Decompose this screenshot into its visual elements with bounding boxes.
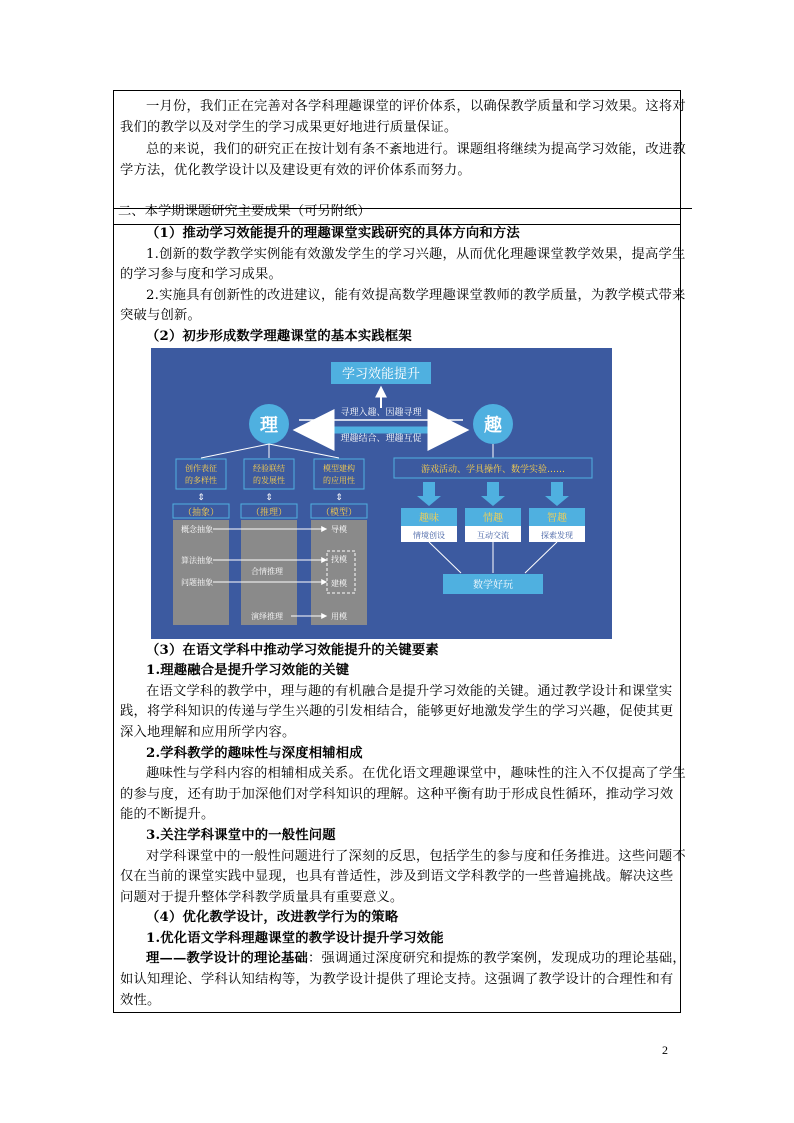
tag-a: （抽象） [182, 508, 220, 518]
g1-label: 概念抽象 [181, 525, 213, 534]
section-title: 二、本学期课题研究主要成果（可另附纸） [118, 204, 371, 219]
branch-line [269, 444, 339, 458]
heading: （1）推动学习效能提升的理趣课堂实践研究的具体方向和方法 [146, 226, 520, 241]
g3-label: 问题抽象 [181, 578, 213, 587]
bottom-label: 数学好玩 [473, 580, 513, 591]
grey-col-a [173, 520, 229, 625]
paragraph [120, 949, 686, 1011]
down-arrow-icon [481, 482, 505, 506]
m3-label: 建模 [331, 579, 347, 588]
activities-label: 游戏活动、学具操作、数学实验…… [420, 465, 566, 475]
down-arrow-icon [417, 482, 441, 506]
m2-label: 找模 [331, 555, 347, 564]
merge-line [429, 542, 461, 573]
qu-label: 趣 [484, 415, 502, 436]
box-c-line2: 的应用性 [323, 476, 355, 485]
subheading: 2.学科教学的趣味性与深度相辅相成 [146, 745, 363, 761]
page-number: 2 [662, 1043, 668, 1057]
connector-icon: ⇕ [335, 493, 343, 503]
tag-c: （模型） [320, 508, 358, 518]
box-b-line1: 经验联结 [253, 464, 285, 473]
down-arrow-icon [545, 482, 569, 506]
arrow2-label: 理趣结合、理趣互促 [340, 434, 422, 444]
section-header-cell [114, 202, 680, 225]
m4-label: 用模 [331, 612, 347, 621]
document-table [113, 90, 686, 1013]
tag-b: （推理） [250, 508, 288, 518]
q2-label: 情趣 [483, 513, 503, 524]
paragraph: 总的来说，我们的研究正在按计划有条不紊地进行。课题组将继续为提高学习效能，改进教学方法，优化教学设计以及建设更有效的评价体系而努力。 [120, 142, 686, 178]
bold-lead: 理——教学设计的理论基础 [146, 951, 308, 967]
connector-icon: ⇕ [265, 493, 273, 503]
q3-sub: 探索发现 [541, 531, 573, 540]
paragraph: 趣味性与学科内容的相辅相成关系。在优化语文理趣课堂中，趣味性的注入不仅提高了学生的参与度，还有助于加深他们对学科知识的理解。这种平衡有助于形成良性循环，推动学习效能的不断提升。 [120, 766, 686, 823]
paragraph: 2.实施具有创新性的改进建议，能有效提高数学理趣课堂教师的教学质量，为教学模式带来突破与创新。 [120, 287, 686, 324]
subheading: 3.关注学科课堂中的一般性问题 [146, 827, 336, 843]
connector-icon: ⇕ [197, 493, 205, 503]
box-a-line1: 创作表征 [185, 464, 217, 473]
heading: （2）初步形成数学理趣课堂的基本实践框架 [146, 328, 412, 344]
q1-label: 趣味 [419, 513, 439, 524]
top-box-label: 学习效能提升 [341, 367, 421, 382]
subheading: 1.优化语文学科理趣课堂的教学设计提升学习效能 [146, 930, 444, 946]
paragraph: 在语文学科的教学中，理与趣的有机融合是提升学习效能的关键。通过教学设计和课堂实践，将学科知识的传递与学生兴趣的引发相结合，能够更好地激发学生的学习兴趣，促使其更深入地理解和应用所学内容。 [120, 683, 674, 740]
g2-label: 算法抽象 [181, 556, 213, 565]
box-c-line1: 模型建构 [323, 464, 355, 473]
li-label: 理 [260, 415, 278, 436]
merge-line [525, 542, 557, 573]
heading: （3）在语文学科中推动学习效能提升的关键要素 [146, 642, 439, 658]
q1-sub: 情境创设 [413, 531, 445, 540]
m1-label: 导模 [331, 525, 347, 534]
framework-diagram [151, 348, 612, 639]
paragraph-text: ：强调通过深度研究和提炼的教学案例，发现成功的理论基础，如认知理论、学科认知结构等，为教学设计提供了理论支持。这强调了教学设计的合理性和有效性。 [120, 951, 686, 1008]
q2-sub: 互动交流 [477, 531, 509, 540]
subheading: 1.理趣融合是提升学习效能的关键 [146, 663, 350, 679]
g4-label: 合情推理 [251, 567, 283, 576]
arrow1-label: 寻理入趣、因趣寻理 [340, 408, 422, 418]
q3-label: 智趣 [547, 513, 567, 524]
paragraph: 一月份，我们正在完善对各学科理趣课堂的评价体系，以确保教学质量和学习效果。这将对我们的教学以及对学生的学习成果更好地进行质量保证。 [120, 99, 686, 135]
framework-svg [151, 348, 612, 639]
grey-col-c [311, 520, 367, 625]
paragraph: 1.创新的数学教学实例能有效激发学生的学习兴趣，从而优化理趣课堂教学效果，提高学生的学习参与度和学习成果。 [120, 246, 686, 283]
heading: （4）优化教学设计，改进教学行为的策略 [146, 910, 399, 926]
paragraph: 对学科课堂中的一般性问题进行了深刻的反思，包括学生的参与度和任务推进。这些问题不仅在当前的课堂实践中显现，也具有普适性，涉及到语文学科教学的一些普遍挑战。解决这些问题对于提升整体学科教学质量具有重要意义。 [120, 848, 686, 905]
branch-line [201, 444, 269, 458]
box-b-line2: 的发展性 [253, 476, 285, 485]
box-a-line2: 的多样性 [185, 476, 217, 485]
progress-cell [114, 91, 692, 209]
g5-label: 演绎推理 [251, 612, 283, 621]
